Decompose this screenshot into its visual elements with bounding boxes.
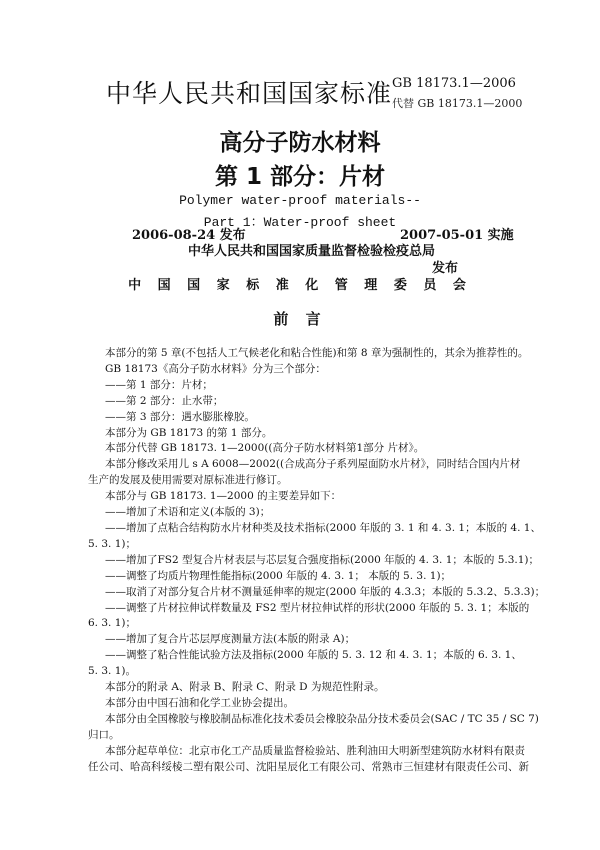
foreword-line: ——增加了术语和定义(本版的 3)； xyxy=(105,506,271,519)
foreword-line: ——调整了均质片物理性能指标(2000 年版的 4. 3. 1； 本版的 5. 3. 1)； xyxy=(105,569,452,582)
foreword-line: 归口。 xyxy=(88,728,120,741)
foreword-line: 本部分起草单位：北京市化工产品质量监督检验站、胜利油田大明新型建筑防水材料有限责 xyxy=(105,744,525,757)
foreword-line: ——第 1 部分：片材； xyxy=(105,378,213,391)
foreword-line: 本部分的第 5 章(不包括人工气候老化和粘合性能)和第 8 章为强制性的，其余为推荐性的。 xyxy=(105,347,529,359)
foreword-line: GB 18173《高分子防水材料》分为三个部分： xyxy=(105,362,326,375)
foreword-line: ——调整了片材拉伸试样数量及 FS2 型片材拉伸试样的形状(2000 年版的 5. 3. 1；本版的 xyxy=(105,601,530,614)
implementation-date: 2007-05-01 实施 xyxy=(400,228,514,243)
foreword-line: 5. 3. 1)。 xyxy=(88,665,136,678)
issuing-authority: 中华人民共和国国家质量监督检验检疫总局 xyxy=(188,244,436,259)
foreword-line: 本部分代替 GB 18173. 1—2000((高分子防水材料第1部分 片材》。 xyxy=(105,442,425,455)
foreword-line: 5. 3. 1)； xyxy=(88,537,136,550)
document-title-line2: 第 1 部分：片材 xyxy=(214,164,386,190)
foreword-line: ——增加了FS2 型复合片材表层与芯层复合强度指标(2000 年版的 4. 3. 1；本版的 5.3.1)； xyxy=(105,553,540,566)
foreword-line: 本部分的附录 A、附录 B、附录 C、附录 D 为规范性附录。 xyxy=(105,681,385,694)
foreword-line: 生产的发展及使用需要对原标准进行修订。 xyxy=(88,474,288,487)
foreword-line: 本部分修改采用儿 s A 6008—2002((合成高分子系列屋面防水片材》，同时结合国内片材 xyxy=(105,458,521,471)
foreword-line: 本部分由中国石油和化学工业协会提出。 xyxy=(105,696,294,709)
publish-label: 发布 xyxy=(432,261,459,276)
english-title-line1: Polymer water-proof materials-- xyxy=(179,193,421,208)
document-title-line1: 高分子防水材料 xyxy=(219,130,381,156)
foreword-line: ——增加了复合片芯层厚度测量方法(本版的附录 A)； xyxy=(105,633,356,646)
replaces-note: 代替 GB 18173.1—2000 xyxy=(392,97,523,110)
foreword-heading: 前 言 xyxy=(273,310,327,328)
foreword-line: ——增加了点粘合结构防水片材种类及技术指标(2000 年版的 3. 1 和 4. 3. 1；本版的 4. 1、 xyxy=(105,521,541,534)
foreword-line: 6. 3. 1)； xyxy=(88,617,136,630)
english-title-line2: Part 1：Water-proof sheet xyxy=(203,215,397,230)
foreword-line: 本部分由全国橡胶与橡胶制品标准化技术委员会橡胶杂品分技术委员会(SAC / TC 35 / SC 7) xyxy=(105,712,539,725)
foreword-line: ——调整了粘合性能试验方法及指标(2000 年版的 5. 3. 12 和 4. 3. 1；本版的 6. 3. 1、 xyxy=(105,649,522,662)
foreword-body xyxy=(88,346,546,775)
foreword-line: ——第 3 部分：遇水膨胀橡胶。 xyxy=(105,410,255,423)
issue-date: 2006-08-24 发布 xyxy=(132,228,246,243)
foreword-line: 本部分与 GB 18173. 1—2000 的主要差异如下： xyxy=(105,490,342,503)
foreword-line: ——第 2 部分：止水带； xyxy=(105,394,224,407)
foreword-line: 本部分为 GB 18173 的第 1 部分。 xyxy=(105,426,273,439)
foreword-line: ——取消了对部分复合片材不测量延伸率的规定(2000 年版的 4.3.3；本版的 5.3.2、5.3.3)； xyxy=(105,585,546,598)
issuing-committee: 中 国 国 家 标 准 化 管 理 委 员 会 xyxy=(128,278,472,293)
standard-title: 中华人民共和国国家标准 xyxy=(106,79,393,108)
standard-code: GB 18173.1—2006 xyxy=(392,76,516,91)
foreword-line: 任公司、哈高科绥棱二塑有限公司、沈阳星辰化工有限公司、常熟市三恒建材有限责任公司、新 xyxy=(88,760,529,773)
